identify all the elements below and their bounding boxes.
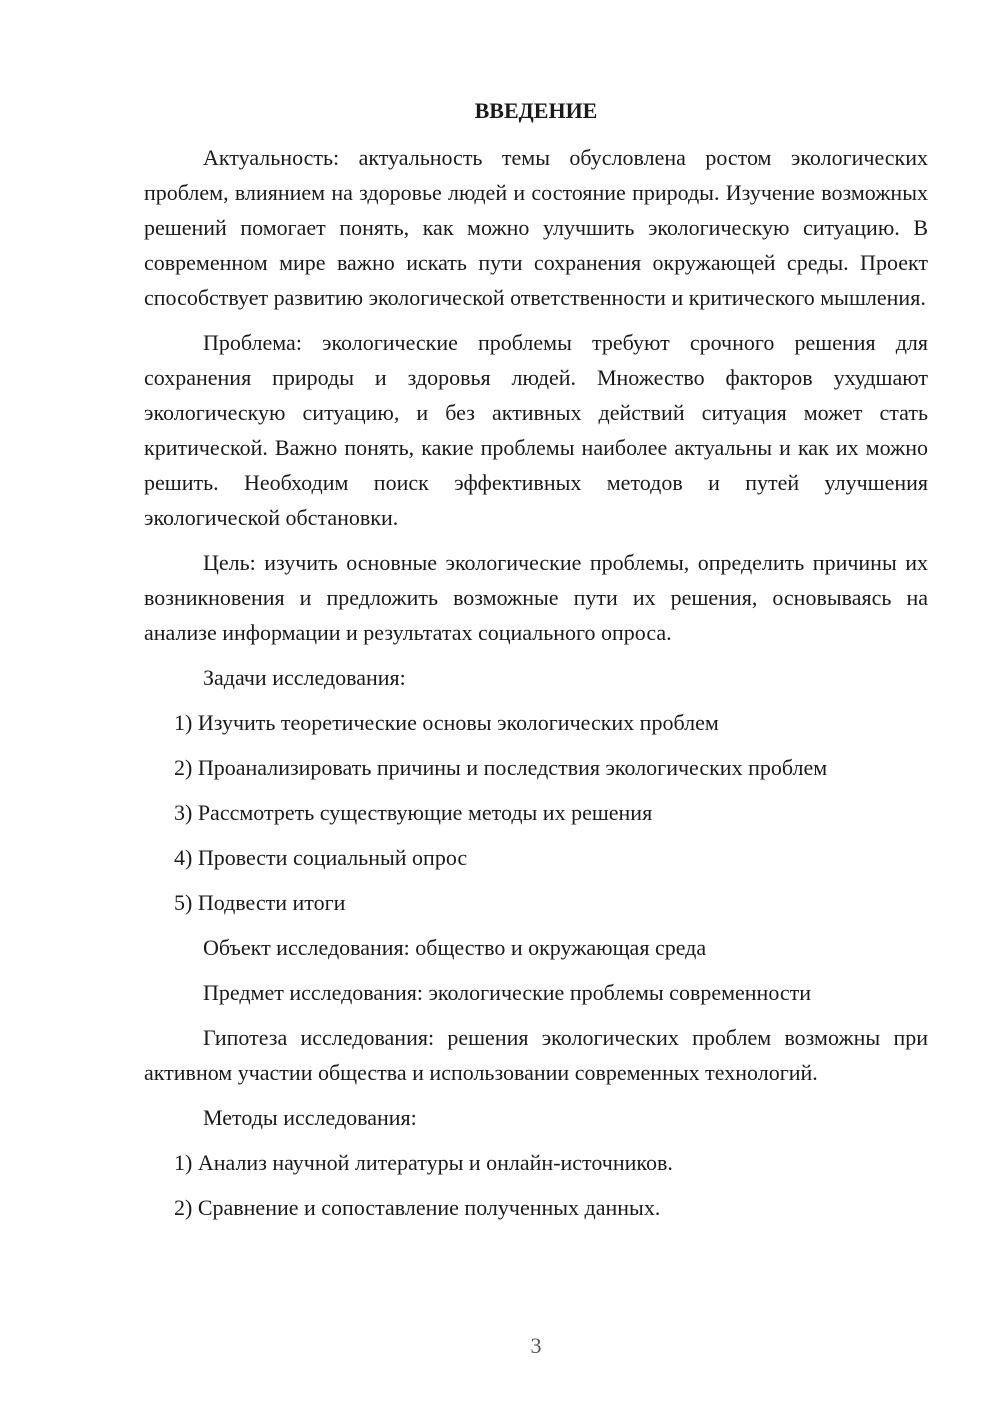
relevance-paragraph: Актуальность: актуальность темы обусловлена ростом экологических проблем, влиянием на здоровье людей и состояние природы. Изучение возможных решений помогает понять, как можно улучшить экологическую ситуацию. В современном мире важно искать пути сохранения окружающей среды. Проект способствует развитию экологической ответственности и критического мышления. [144,145,928,310]
document-page [144,96,928,1235]
research-object: Объект исследования: общество и окружающая среда [203,935,707,960]
hypothesis-paragraph: Гипотеза исследования: решения экологических проблем возможны при активном участии общества и использовании современных технологий. [144,1025,928,1085]
task-item: 1) Изучить теоретические основы экологических проблем [174,710,719,735]
task-item: 5) Подвести итоги [174,890,346,915]
task-item: 3) Рассмотреть существующие методы их решения [174,800,653,825]
tasks-heading: Задачи исследования: [203,665,406,690]
problem-paragraph: Проблема: экологические проблемы требуют срочного решения для сохранения природы и здоровья людей. Множество факторов ухудшают экологическую ситуацию, и без активных действий ситуация может стать критической. Важно понять, какие проблемы наиболее актуальны и как их можно решить. Необходим поиск эффективных методов и путей улучшения экологической обстановки. [144,330,928,530]
methods-heading: Методы исследования: [203,1105,417,1130]
task-item: 2) Проанализировать причины и последствия экологических проблем [174,755,828,780]
research-subject: Предмет исследования: экологические проблемы современности [203,980,812,1005]
goal-paragraph: Цель: изучить основные экологические проблемы, определить причины их возникновения и предложить возможные пути их решения, основываясь на анализе информации и результатах социального опроса. [144,550,928,645]
section-title: ВВЕДЕНИЕ [474,98,598,123]
page-number: 3 [530,1333,542,1358]
method-item: 1) Анализ научной литературы и онлайн-источников. [174,1150,673,1175]
method-item: 2) Сравнение и сопоставление полученных данных. [174,1195,661,1220]
task-item: 4) Провести социальный опрос [174,845,468,870]
